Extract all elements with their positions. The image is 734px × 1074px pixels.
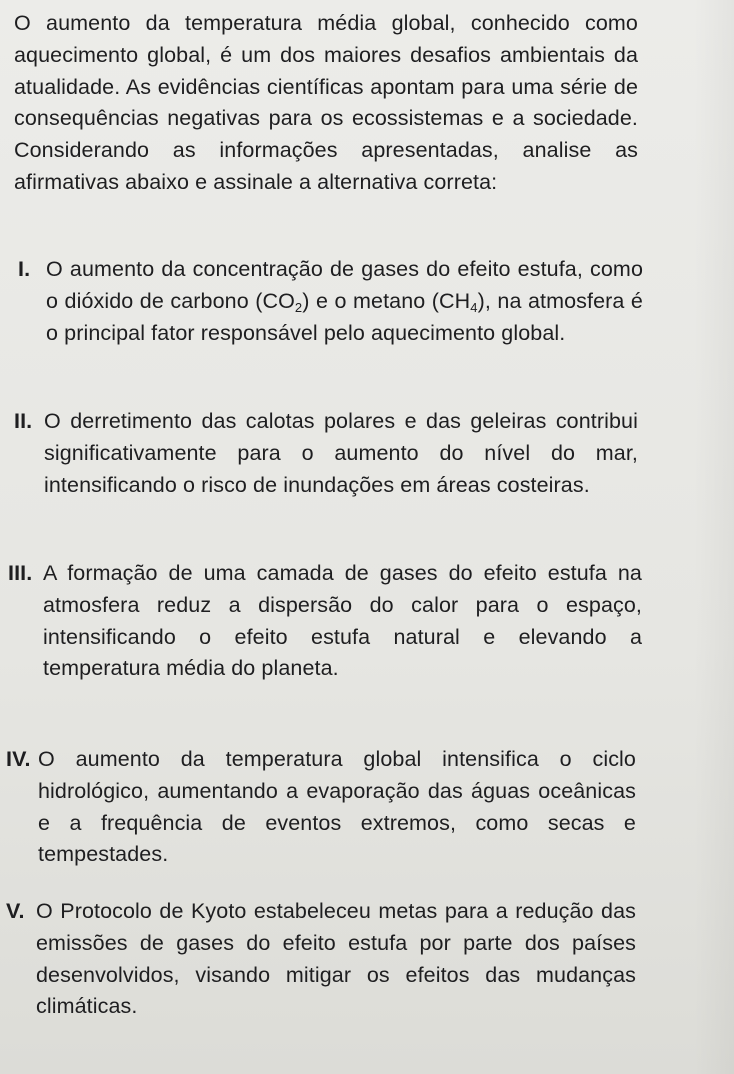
statement-iii <box>8 558 642 685</box>
statement-number: III. <box>8 561 33 585</box>
statement-number: II. <box>14 409 33 433</box>
statement-text: O derretimento das calotas polares e das geleiras contribui significativamente para o aumento do nível do mar, intensificando o risco de inundações em áreas costeiras. <box>44 409 638 497</box>
statement-number: I. <box>18 257 31 281</box>
statement-i <box>18 254 643 349</box>
page-shadow <box>694 0 734 1074</box>
statement-text: O Protocolo de Kyoto estabeleceu metas para a redução das emissões de gases do efeito estufa por parte dos países desenvolvidos, visando mitigar os efeitos das mudanças climáticas. <box>36 899 636 1019</box>
statement-text: O aumento da concentração de gases do efeito estufa, como o dióxido de carbono $(CO_2)$ e o metano $(CH_4)$, na atmosfera é o principal fator responsável pelo aquecimento global. <box>46 257 643 345</box>
statement-v <box>6 896 636 1023</box>
statement-text: A formação de uma camada de gases do efeito estufa na atmosfera reduz a dispersão do calor para o espaço, intensificando o efeito estufa natural e elevando a temperatura média do planeta. <box>43 561 642 681</box>
question-intro: O aumento da temperatura média global, conhecido como aquecimento global, é um dos maiores desafios ambientais da atualidade. As evidências científicas apontam para uma série de consequências negativas para os ecossistemas e a sociedade. Considerando as informações apresentadas, analise as afirmativas abaixo e assinale a alternativa correta: <box>14 11 638 194</box>
statement-text: O aumento da temperatura global intensifica o ciclo hidrológico, aumentando a evaporação das águas oceânicas e a frequência de eventos extremos, como secas e tempestades. <box>38 747 636 867</box>
statement-number: IV. <box>6 747 31 771</box>
statement-number: V. <box>6 899 25 923</box>
statement-iv <box>6 744 636 871</box>
statement-ii <box>14 406 638 501</box>
